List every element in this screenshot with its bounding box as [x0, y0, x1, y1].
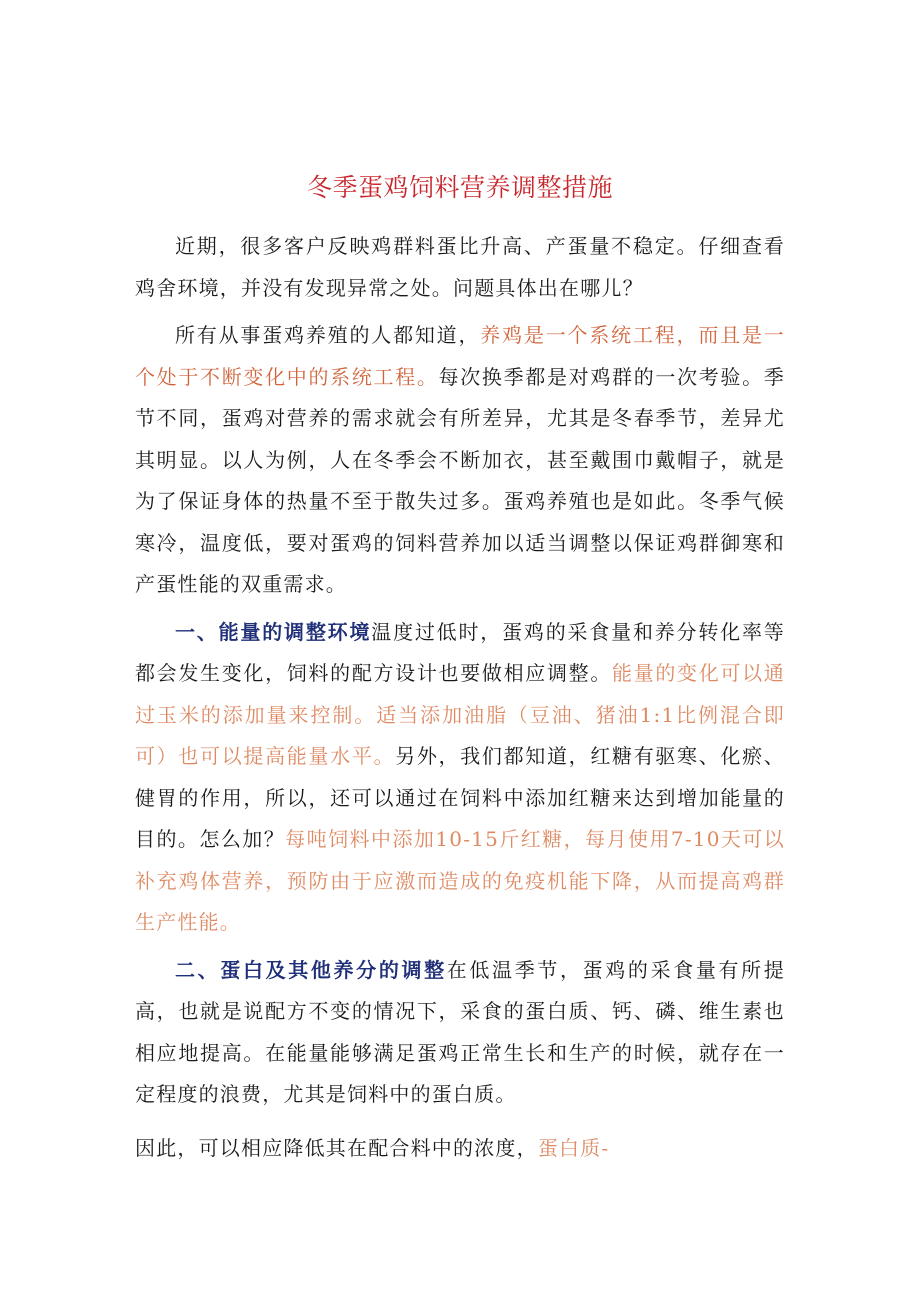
- intro-text: 近期，很多客户反映鸡群料蛋比升高、产蛋量不稳定。仔细查看鸡舍环境，并没有发现异常之处。问题具体出在哪儿？: [135, 234, 785, 300]
- paragraph-energy: [135, 612, 785, 944]
- conclusion-text: 因此，可以相应降低其在配合料中的浓度，: [135, 1135, 538, 1160]
- paragraph-conclusion: [135, 1128, 785, 1170]
- document-body: [135, 226, 785, 1175]
- system-lead-text: 所有从事蛋鸡养殖的人都知道，: [175, 323, 481, 347]
- section-heading-energy: 一、能量的调整环境: [175, 619, 372, 644]
- conclusion-highlight: 蛋白质-: [537, 1135, 610, 1160]
- energy-text-1: 温度过低时，蛋鸡的采食量和养分转化率等都会发生变化，饲料的配方设计也要做相应调整。: [135, 619, 785, 685]
- paragraph-protein: [135, 950, 785, 1116]
- protein-text: 在低温季节，蛋鸡的采食量有所提高，也就是说配方不变的情况下，采食的蛋白质、钙、磷、维生素也相应地提高。在能量能够满足蛋鸡正常生长和生产的时候，就存在一定程度的浪费，尤其是饲料中的蛋白质。: [135, 957, 786, 1106]
- energy-text-2: 另外，我们都知道，红糖有驱寒、化瘀、健胃的作用，所以，还可以通过在饲料中添加红糖来达到增加能量的目的。怎么加？: [135, 744, 785, 851]
- system-body-text: 每次换季都是对鸡群的一次考验。季节不同，蛋鸡对营养的需求就会有所差异，尤其是冬春季节，差异尤其明显。以人为例，人在冬季会不断加衣，甚至戴围巾戴帽子，就是为了保证身体的热量不至于散失过多。蛋鸡养殖也是如此。冬季气候寒冷，温度低，要对蛋鸡的饲料营养加以适当调整以保证鸡群御寒和产蛋性能的双重需求。: [135, 364, 785, 596]
- section-heading-protein: 二、蛋白及其他养分的调整: [175, 957, 447, 982]
- system-highlight: 养鸡是一个系统工程，而且是一个处于不断变化中的系统工程。: [135, 323, 785, 389]
- paragraph-intro: [135, 226, 785, 309]
- document-title: 冬季蛋鸡饲料营养调整措施: [306, 173, 613, 202]
- energy-highlight-2: 每吨饲料中添加10-15斤红糖，每月使用7-10天可以补充鸡体营养，预防由于应激而造成的免疫机能下降，从而提高鸡群生产性能。: [135, 827, 785, 934]
- energy-highlight-1: 能量的变化可以通过玉米的添加量来控制。适当添加油脂（豆油、猪油1:1比例混合即可）也可以提高能量水平。: [135, 661, 785, 768]
- paragraph-system: [135, 315, 785, 606]
